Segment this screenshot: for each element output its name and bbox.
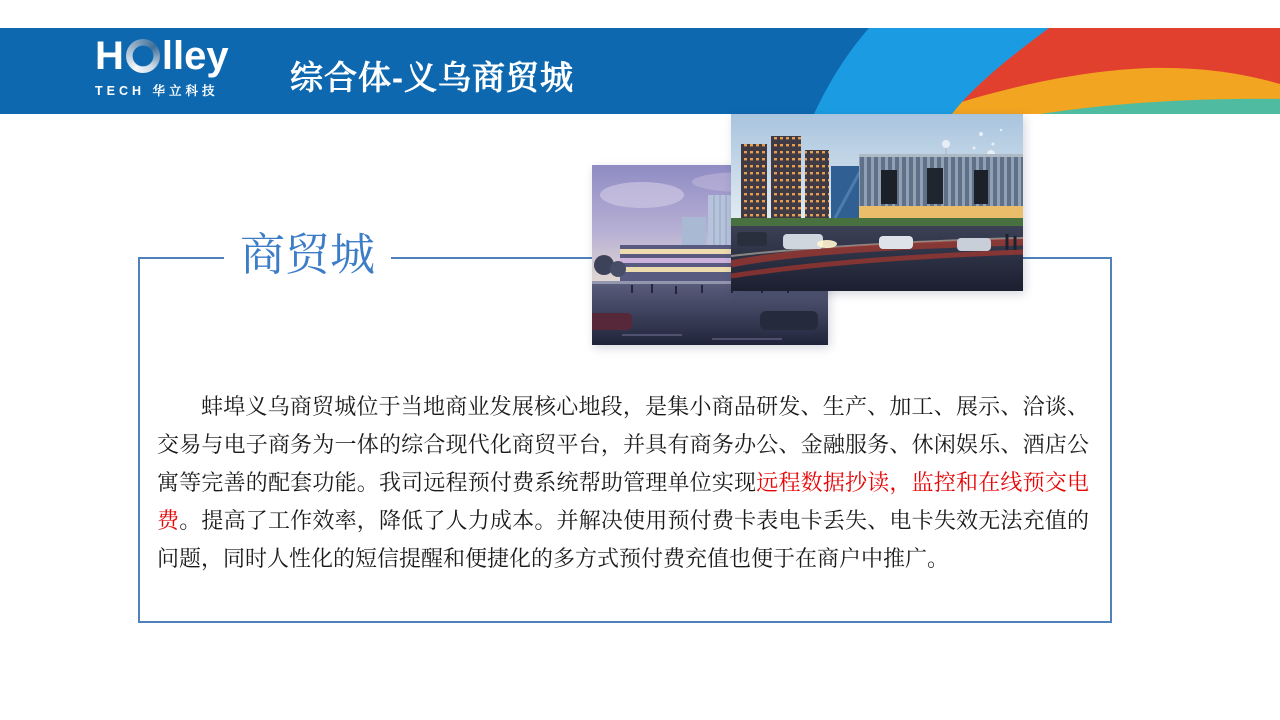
holley-logo-h: H — [95, 34, 124, 78]
building-rendering-right-image — [731, 114, 1023, 291]
holley-logo-subtext: TECH 华立科技 — [95, 84, 219, 98]
holley-logo — [95, 34, 229, 99]
section-label: 商贸城 — [224, 227, 391, 283]
holley-logo-lley: lley — [161, 34, 229, 78]
building-rendering-right — [731, 114, 1023, 291]
holley-logo-wordmark — [95, 34, 229, 78]
slide-title: 综合体-义乌商贸城 — [290, 59, 574, 96]
header-band — [0, 28, 1280, 114]
description-paragraph: 蚌埠义乌商贸城位于当地商业发展核心地段，是集小商品研发、生产、加工、展示、洽谈、交易与电子商务为一体的综合现代化商贸平台，并具有商务办公、金融服务、休闲娱乐、酒店公寓等完善的配套功能。我司远程预付费系统帮助管理单位实现远程数据抄读，监控和在线预交电费。提高了工作效率，降低了人力成本。并解决使用预付费卡表电卡丢失、电卡失效无法充值的问题，同时人性化的短信提醒和便捷化的多方式预付费充值也便于在商户中推广。 — [157, 394, 1089, 571]
holley-logo-swirl-o-icon — [126, 39, 160, 73]
